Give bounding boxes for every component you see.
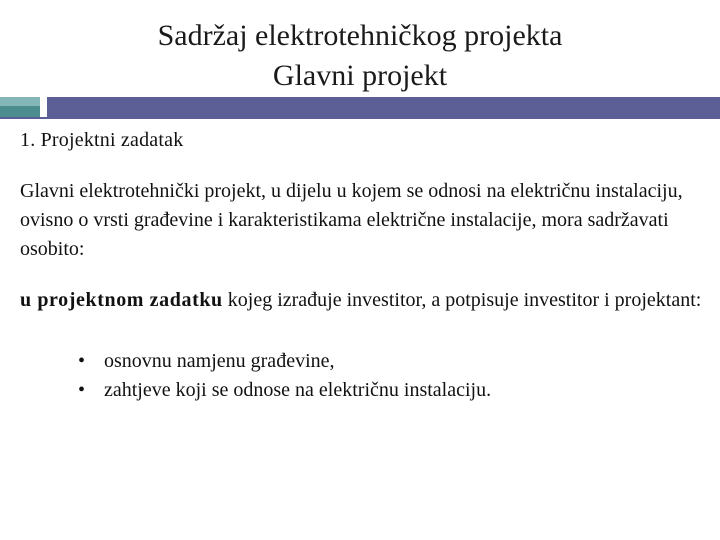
list-item	[78, 376, 710, 405]
paragraph-rest: kojeg izrađuje investitor, a potpisuje investitor i projektant:	[222, 289, 702, 311]
divider-underline	[0, 117, 720, 119]
section-heading: 1. Projektni zadatak	[20, 129, 184, 151]
bullet-list	[20, 347, 710, 405]
title-divider	[0, 97, 720, 119]
bullet-icon: •	[78, 350, 86, 372]
list-item	[78, 347, 710, 376]
list-item-text: osnovnu namjenu građevine,	[104, 350, 335, 372]
paragraph-project-task	[20, 286, 710, 315]
paragraph-bold-phrase: u projektnom zadatku	[20, 289, 223, 311]
title-line-2: Glavni projekt	[272, 59, 448, 92]
slide-content	[20, 126, 710, 405]
title-line-1: Sadržaj elektrotehničkog projekta	[157, 19, 563, 52]
bullet-icon: •	[78, 379, 86, 401]
slide-title	[0, 16, 720, 96]
paragraph-intro: Glavni elektrotehnički projekt, u dijelu u kojem se odnosi na električnu instalaciju, ovisno o vrsti građevine i karakteristikama električne instalacije, mora sadržavati osobito:	[20, 180, 683, 260]
divider-teal-highlight	[0, 97, 40, 106]
list-item-text: zahtjeve koji se odnose na električnu instalaciju.	[104, 379, 492, 401]
divider-blue-bar	[47, 97, 720, 117]
